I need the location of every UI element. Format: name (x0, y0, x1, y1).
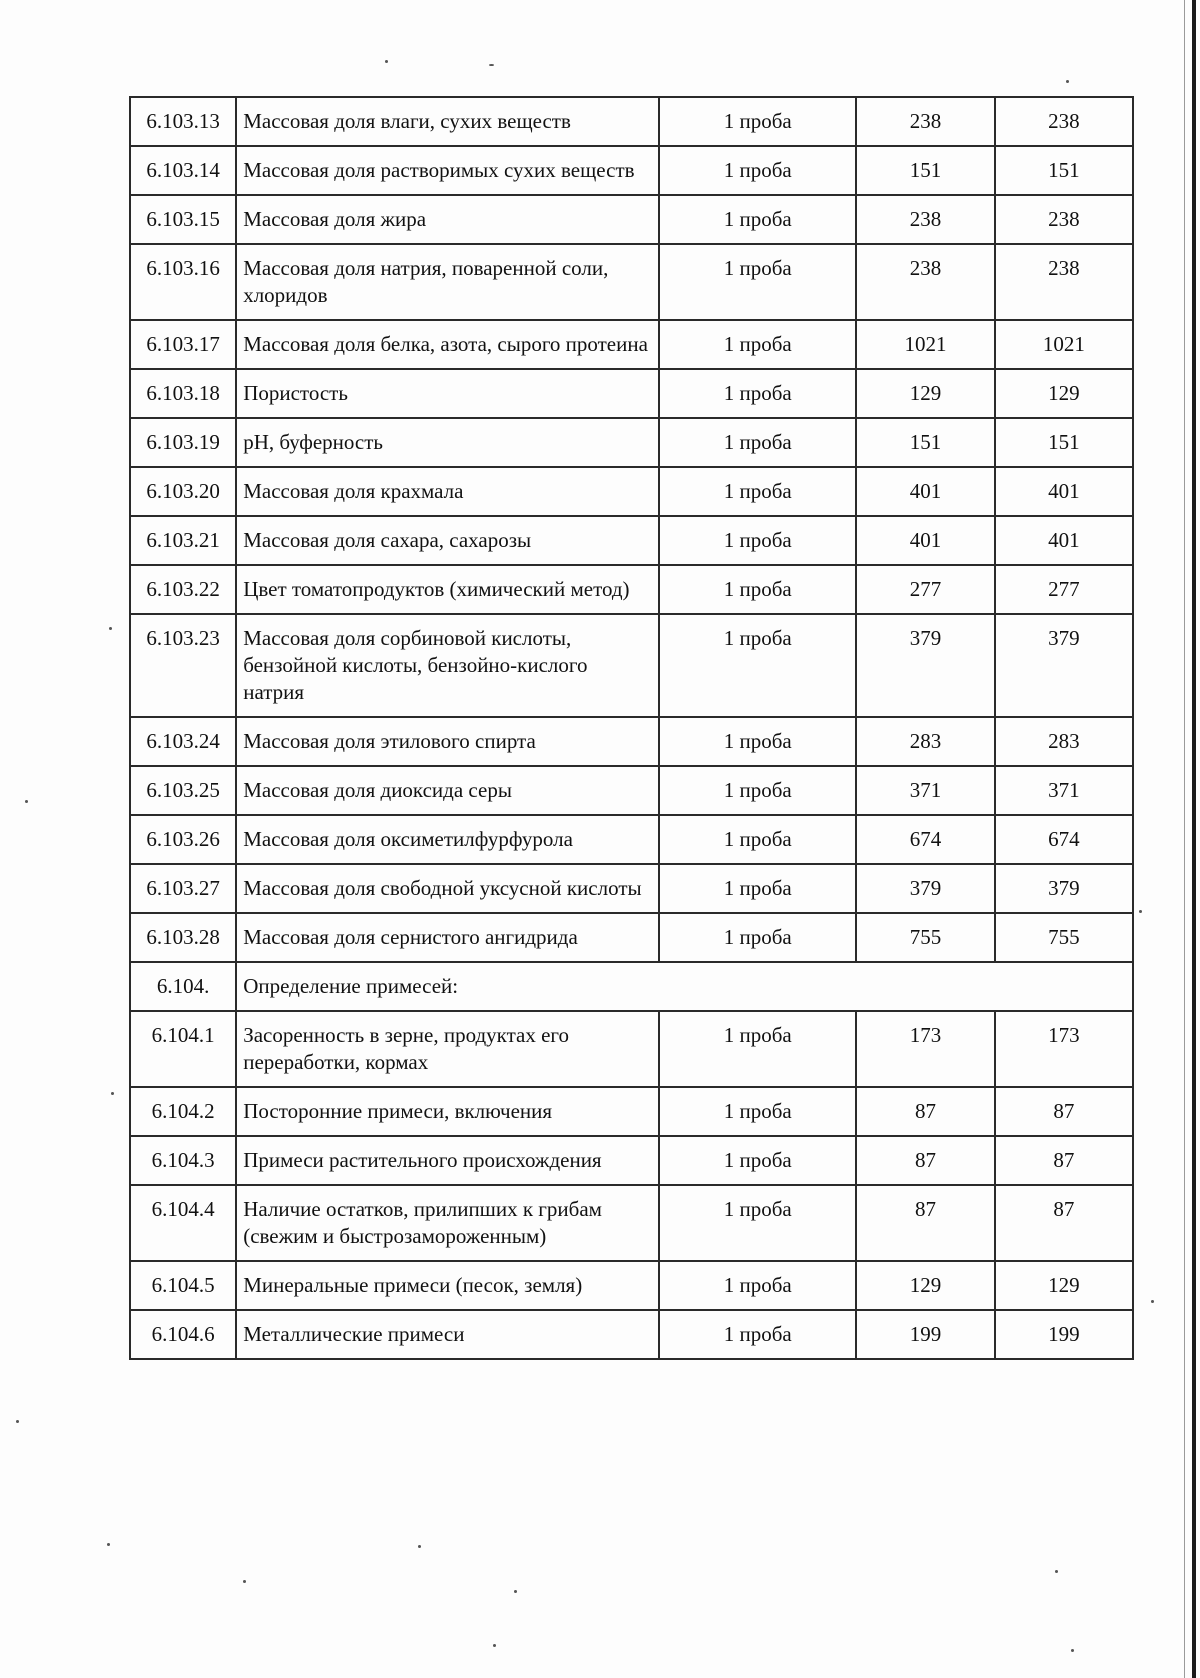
scan-speck (243, 1580, 246, 1583)
row-price-2: 173 (995, 1011, 1133, 1087)
row-name: pH, буферность (236, 418, 659, 467)
row-name: Массовая доля жира (236, 195, 659, 244)
table-row (130, 467, 1133, 516)
row-unit: 1 проба (659, 1087, 856, 1136)
row-price-1: 379 (856, 614, 994, 717)
table-row (130, 1310, 1133, 1359)
row-unit: 1 проба (659, 766, 856, 815)
section-title: Определение примесей: (236, 962, 1133, 1011)
row-price-2: 238 (995, 195, 1133, 244)
row-price-1: 87 (856, 1136, 994, 1185)
row-name: Наличие остатков, прилипших к грибам (свежим и быстрозамороженным) (236, 1185, 659, 1261)
row-price-1: 129 (856, 369, 994, 418)
row-unit: 1 проба (659, 1011, 856, 1087)
row-name: Массовая доля сорбиновой кислоты, бензойной кислоты, бензойно-кислого натрия (236, 614, 659, 717)
table-row (130, 97, 1133, 146)
row-code: 6.103.23 (130, 614, 236, 717)
scan-speck (385, 60, 388, 63)
row-unit: 1 проба (659, 565, 856, 614)
row-code: 6.103.28 (130, 913, 236, 962)
row-price-2: 401 (995, 467, 1133, 516)
row-price-2: 129 (995, 1261, 1133, 1310)
row-unit: 1 проба (659, 244, 856, 320)
row-unit: 1 проба (659, 195, 856, 244)
row-name: Массовая доля диоксида серы (236, 766, 659, 815)
row-price-2: 151 (995, 418, 1133, 467)
row-name: Минеральные примеси (песок, земля) (236, 1261, 659, 1310)
scan-edge (1192, 0, 1196, 1678)
row-code: 6.103.22 (130, 565, 236, 614)
row-unit: 1 проба (659, 418, 856, 467)
row-code: 6.103.13 (130, 97, 236, 146)
row-price-2: 1021 (995, 320, 1133, 369)
row-code: 6.103.16 (130, 244, 236, 320)
row-price-1: 379 (856, 864, 994, 913)
row-code: 6.104.5 (130, 1261, 236, 1310)
row-price-1: 87 (856, 1087, 994, 1136)
table-row (130, 244, 1133, 320)
row-price-1: 755 (856, 913, 994, 962)
table-row (130, 320, 1133, 369)
row-price-1: 1021 (856, 320, 994, 369)
scan-speck (1071, 1649, 1074, 1652)
table-row (130, 195, 1133, 244)
row-unit: 1 проба (659, 1136, 856, 1185)
row-price-2: 238 (995, 97, 1133, 146)
row-price-1: 401 (856, 467, 994, 516)
scan-speck (109, 627, 112, 630)
table-row (130, 614, 1133, 717)
row-unit: 1 проба (659, 467, 856, 516)
scan-speck (493, 1644, 496, 1647)
row-name: Засоренность в зерне, продуктах его переработки, кормах (236, 1011, 659, 1087)
row-unit: 1 проба (659, 864, 856, 913)
row-price-1: 277 (856, 565, 994, 614)
row-unit: 1 проба (659, 1261, 856, 1310)
row-price-1: 674 (856, 815, 994, 864)
table-row (130, 1185, 1133, 1261)
row-name: Массовая доля этилового спирта (236, 717, 659, 766)
row-unit: 1 проба (659, 913, 856, 962)
row-price-1: 371 (856, 766, 994, 815)
row-code: 6.103.20 (130, 467, 236, 516)
row-code: 6.103.21 (130, 516, 236, 565)
row-code: 6.104.4 (130, 1185, 236, 1261)
row-price-1: 151 (856, 146, 994, 195)
row-code: 6.104.1 (130, 1011, 236, 1087)
row-price-2: 129 (995, 369, 1133, 418)
row-code: 6.104.2 (130, 1087, 236, 1136)
row-price-1: 401 (856, 516, 994, 565)
scan-speck (16, 1420, 19, 1423)
row-code: 6.103.18 (130, 369, 236, 418)
row-code: 6.103.19 (130, 418, 236, 467)
scan-edge-shadow (1184, 0, 1185, 1678)
table-row (130, 815, 1133, 864)
table-row (130, 1011, 1133, 1087)
scan-speck (107, 1543, 110, 1546)
row-name: Посторонние примеси, включения (236, 1087, 659, 1136)
row-name: Массовая доля белка, азота, сырого протеина (236, 320, 659, 369)
row-price-2: 151 (995, 146, 1133, 195)
row-price-2: 199 (995, 1310, 1133, 1359)
row-price-1: 129 (856, 1261, 994, 1310)
price-table-body (130, 97, 1133, 1359)
row-unit: 1 проба (659, 614, 856, 717)
row-price-2: 87 (995, 1185, 1133, 1261)
row-unit: 1 проба (659, 146, 856, 195)
scan-speck (111, 1092, 114, 1095)
table-row (130, 717, 1133, 766)
scan-speck (25, 800, 28, 803)
table-row (130, 1261, 1133, 1310)
row-unit: 1 проба (659, 97, 856, 146)
row-price-2: 277 (995, 565, 1133, 614)
table-row (130, 565, 1133, 614)
row-price-2: 674 (995, 815, 1133, 864)
row-unit: 1 проба (659, 717, 856, 766)
row-name: Примеси растительного происхождения (236, 1136, 659, 1185)
row-unit: 1 проба (659, 369, 856, 418)
table-row (130, 864, 1133, 913)
scan-speck (514, 1590, 517, 1593)
row-code: 6.103.26 (130, 815, 236, 864)
row-code: 6.104.6 (130, 1310, 236, 1359)
row-price-2: 238 (995, 244, 1133, 320)
row-code: 6.104. (130, 962, 236, 1011)
row-price-2: 87 (995, 1087, 1133, 1136)
table-row (130, 913, 1133, 962)
row-name: Металлические примеси (236, 1310, 659, 1359)
scan-speck (1139, 910, 1142, 913)
scan-speck (1055, 1570, 1058, 1573)
row-unit: 1 проба (659, 320, 856, 369)
table-row (130, 1087, 1133, 1136)
row-price-1: 87 (856, 1185, 994, 1261)
row-code: 6.103.15 (130, 195, 236, 244)
row-name: Массовая доля сахара, сахарозы (236, 516, 659, 565)
row-code: 6.103.25 (130, 766, 236, 815)
row-name: Массовая доля крахмала (236, 467, 659, 516)
row-unit: 1 проба (659, 516, 856, 565)
scan-speck (1151, 1300, 1154, 1303)
row-price-2: 379 (995, 864, 1133, 913)
row-price-1: 151 (856, 418, 994, 467)
row-price-1: 173 (856, 1011, 994, 1087)
row-unit: 1 проба (659, 1185, 856, 1261)
row-price-1: 283 (856, 717, 994, 766)
row-code: 6.104.3 (130, 1136, 236, 1185)
row-price-1: 238 (856, 97, 994, 146)
row-name: Массовая доля растворимых сухих веществ (236, 146, 659, 195)
row-code: 6.103.27 (130, 864, 236, 913)
section-row (130, 962, 1133, 1011)
row-price-1: 199 (856, 1310, 994, 1359)
table-row (130, 418, 1133, 467)
row-code: 6.103.14 (130, 146, 236, 195)
row-name: Массовая доля оксиметилфурфурола (236, 815, 659, 864)
table-row (130, 146, 1133, 195)
scan-speck (489, 64, 494, 66)
row-price-2: 755 (995, 913, 1133, 962)
scan-speck (418, 1545, 421, 1548)
row-price-2: 379 (995, 614, 1133, 717)
row-price-1: 238 (856, 244, 994, 320)
table-row (130, 1136, 1133, 1185)
row-price-2: 283 (995, 717, 1133, 766)
table-row (130, 369, 1133, 418)
row-name: Массовая доля сернистого ангидрида (236, 913, 659, 962)
row-code: 6.103.17 (130, 320, 236, 369)
row-name: Пористость (236, 369, 659, 418)
row-unit: 1 проба (659, 1310, 856, 1359)
row-code: 6.103.24 (130, 717, 236, 766)
table-row (130, 766, 1133, 815)
row-unit: 1 проба (659, 815, 856, 864)
row-price-2: 401 (995, 516, 1133, 565)
scan-speck (1066, 80, 1069, 83)
row-name: Массовая доля свободной уксусной кислоты (236, 864, 659, 913)
row-name: Массовая доля натрия, поваренной соли, хлоридов (236, 244, 659, 320)
row-price-2: 87 (995, 1136, 1133, 1185)
table-row (130, 516, 1133, 565)
price-table (129, 96, 1134, 1360)
row-price-2: 371 (995, 766, 1133, 815)
row-name: Цвет томатопродуктов (химический метод) (236, 565, 659, 614)
row-price-1: 238 (856, 195, 994, 244)
row-name: Массовая доля влаги, сухих веществ (236, 97, 659, 146)
